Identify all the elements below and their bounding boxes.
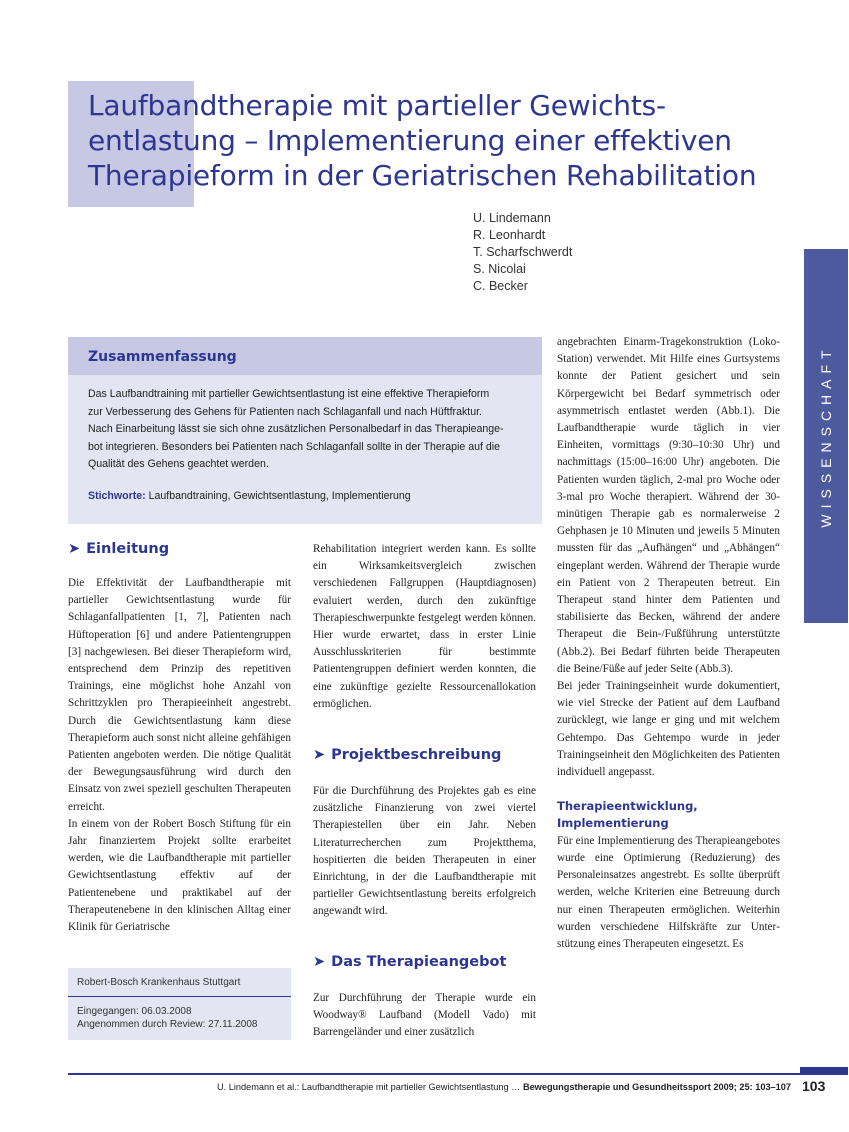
column-2-therapie (313, 990, 536, 1042)
footer-citation (217, 1082, 791, 1092)
author: S. Nicolai (473, 262, 526, 276)
institution: Robert-Bosch Krankenhaus Stuttgart (77, 977, 241, 988)
paragraph: Rehabilitation integriert werden kann. Es sollte ein Wirksamkeitsvergleich zwischen verschiedenen Fallgruppen (Hauptdiagnosen) evaluiert werden, durch den zukünftige Therapieschwerpunkte festgelegt werden können. Hier wurde erwartet, dass in erster Linie Ausschlusskriterien für bestimmte Patientengruppen definiert werden konnten, die eine zukünftige gezielte Ressourcenallokation ermöglichen. (313, 543, 536, 710)
subheading-entwicklung (557, 798, 780, 832)
keywords-list: Laufbandtraining, Gewichtsentlastung, Implementierung (145, 490, 411, 502)
accepted-date: Angenommen durch Review: 27.11.2008 (77, 1019, 258, 1030)
paragraph: Zur Durchführung der Therapie wurde ein Woodway® Laufband (Modell Vado) mit Barrengeländer und einer zusätzlich (313, 992, 536, 1039)
column-2 (313, 541, 536, 713)
column-1 (68, 575, 291, 936)
footer-journal: Bewegungstherapie und Gesundheitssport 2009; 25: 103–107 (522, 1082, 791, 1092)
author-list (473, 210, 572, 295)
summary-heading: Zusammenfassung (88, 349, 237, 365)
title-line: entlastung – Implementierung einer effektiven (88, 124, 732, 157)
section-arrow-icon: ➤ (313, 954, 326, 970)
paragraph: Bei jeder Trainingseinheit wurde dokumentiert, wie viel Strecke der Patient auf dem Laufband zurücklegt, wie lange er ging und mit welchem Gehtempo. Das Gehtempo wurde in jeder Trainingseinheit den Möglichkeiten des Patienten individuell angepasst. (557, 680, 780, 779)
affiliation-divider (68, 996, 291, 997)
column-3 (557, 334, 780, 953)
heading-therapieangebot: ➤ Das Therapieangebot (313, 954, 507, 970)
summary-line: Nach Einarbeitung lässt sie sich ohne zusätzlichen Personalbedarf in das Therapieange- (88, 423, 504, 435)
received-date: Eingegangen: 06.03.2008 (77, 1006, 192, 1017)
paragraph: Die Effektivität der Laufbandtherapie mit partieller Gewichtsentlastung wurde für Schlaganfallpatienten [1, 7], Patienten nach Hüftoperation [6] und andere Patientengruppen [3] nachgewiesen. Bei dieser Therapieform wird, entsprechend dem Prinzip des repetitiven Trainings, eine möglichst hohe Anzahl von Schrittzyklen pro Therapieeinheit angestrebt. Durch die Gewichtsentlastung kann diese Therapieform auch sonst nicht alleine gehfähigen Patienten angeboten werden. Die nötige Qualität der Bewegungsausführung wird durch den Einsatz von zwei speziell geschulten Therapeuten erreicht. (68, 577, 291, 813)
section-side-tab-label: WISSENSCHAFT (818, 344, 834, 528)
summary-line: bot integrieren. Besonders bei Patienten nach Schlaganfall sollte in der Therapie auf die (88, 440, 501, 453)
author: U. Lindemann (473, 211, 551, 225)
paragraph: In einem von der Robert Bosch Stiftung für ein Jahr finanziertem Projekt sollte erarbeitet werden, wie die Laufbandtherapie mit partieller Gewichtsentlastung effektiv auf der Patientenebene und praktikabel auf der Therapeutenebene in den klinischen Alltag einer Klinik für Geriatrische (68, 817, 291, 934)
footer-page-tab (800, 1067, 848, 1073)
section-side-tab (804, 249, 848, 623)
title-line: Laufbandtherapie mit partieller Gewichts- (88, 89, 666, 122)
summary-line: Qualität des Gehens geachtet werden. (88, 458, 269, 470)
article-title (88, 88, 808, 193)
footer-authors: U. Lindemann et al.: Laufbandtherapie mit partieller Gewichtsentlastung … (217, 1082, 523, 1092)
affiliation-box (68, 968, 291, 1040)
paragraph: Für die Durchführung des Projektes gab es eine zusätzliche Finanzierung von zwei viertel Therapiestellen über ein Jahr. Neben Literaturrecherchen zum Projektthema, hospitierten die beiden Therapeuten in einer Einrichtung, in der die Laufbandtherapie mit partieller Gewichtsentlastung bereits erfolgreich angewandt wird. (313, 785, 536, 918)
heading-einleitung: ➤ Einleitung (68, 541, 170, 557)
summary-line: zur Verbesserung des Gehens für Patienten nach Schlaganfall und nach Hüftfraktur. (88, 405, 482, 418)
author: C. Becker (473, 279, 528, 293)
author: R. Leonhardt (473, 228, 546, 242)
summary-header (68, 337, 542, 375)
heading-projektbeschreibung: ➤ Projektbeschreibung (313, 747, 502, 763)
page-number: 103 (802, 1078, 826, 1094)
summary-text (88, 386, 528, 474)
column-2-projekt (313, 783, 536, 921)
subheading-line: Therapieentwicklung, (557, 799, 698, 814)
paragraph: Für eine Implementierung des Therapieangebotes wurde eine Optimierung (Reduzierung) des Personaleinsatzes angestrebt. Es sollte überprüft werden, welche Kriterien eine Betreuung durch nur einen Therapeuten ermöglichen. Weiterhin wurden verschiedene Hilfskräfte zur Unterstützung eines Therapeuten eingesetzt. Es (557, 834, 780, 950)
footer-rule (68, 1073, 848, 1075)
title-line: Therapieform in der Geriatrischen Rehabilitation (88, 159, 757, 192)
keywords-label: Stichworte: (88, 490, 146, 502)
keywords (88, 490, 411, 502)
section-arrow-icon: ➤ (313, 747, 326, 763)
summary-box (68, 337, 542, 524)
section-arrow-icon: ➤ (68, 541, 81, 557)
author: T. Scharfschwerdt (473, 245, 573, 259)
subheading-line: Implementierung (557, 816, 669, 831)
summary-line: Das Laufbandtraining mit partieller Gewichtsentlastung ist eine effektive Therapieform (88, 388, 490, 400)
paragraph: angebrachten Einarm-Tragekonstruktion (Loko-Station) verwendet. Mit Hilfe eines Gurtsystems konnte der Patient gesichert und sein Körpergewicht bei Bedarf symmetrisch oder asymmetrisch entlastet werden (Abb.1). Die Laufbandtherapie wurde täglich in vier Einheiten, vormittags (9:30–10:30 Uhr) und nachmittags (15:00–16:00 Uhr) angeboten. Die Patienten wurden täglich, 2-mal pro Woche oder 3-mal pro Woche therapiert. Während der 30-minütigen Therapie gab es normalerweise 2 Gehphasen je 10 Minuten und jeweils 5 Minuten mussten für das „Aufhängen“ und „Abhängen“ eingeplant werden. Während der Therapie wurde ein Patient von 2 Therapeuten betreut. Ein Therapeut stand hinter dem Patienten und stabilisierte das Becken, während der andere Therapeut die Bein-/Fußführung unterstützte (Abb.2). Bei Bedarf führten beide Therapeuten die Beine/Füße auf jeder Seite (Abb.3). (557, 336, 780, 675)
spacer (557, 781, 780, 798)
